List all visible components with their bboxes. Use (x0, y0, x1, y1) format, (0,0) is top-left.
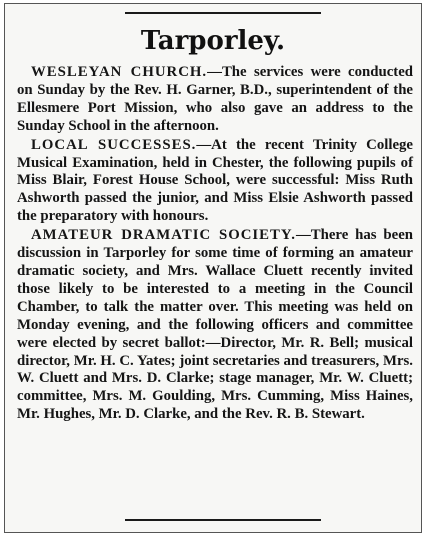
paragraph-text: —The services were conducted on Sunday by the Rev. H. Garner, B.D., superintendent of the Ellesmere Port Mission, who also gave an address to the Sunday School in the afternoon. (17, 64, 413, 134)
paragraph-wesleyan-church (17, 64, 413, 136)
article-body (17, 64, 413, 425)
headline: Tarporley. (140, 26, 286, 56)
paragraph-amateur-dramatic-society (17, 227, 413, 424)
paragraph-lead: AMATEUR DRAMATIC SOCIETY. (31, 227, 296, 244)
paragraph-lead: LOCAL SUCCESSES. (31, 136, 197, 153)
newspaper-clipping (4, 3, 422, 533)
paragraph-lead: WESLEYAN CHURCH. (31, 64, 208, 80)
bottom-rule (125, 519, 321, 521)
top-rule (125, 12, 321, 14)
paragraph-local-successes (17, 137, 413, 227)
paragraph-text: —At the recent Trinity College Musical Examination, held in Chester, the following pupils of Miss Blair, Forest House School, were successful: Miss Ruth Ashworth passed the junior, and Miss Elsie Ashworth passed the preparatory with honours. (17, 136, 413, 225)
paragraph-text: —There has been discussion in Tarporley for some time of forming an amateur dramatic society, and Mrs. Wallace Cluett recently invited those likely to be interested to a meeting in the Council Chamber, to talk the matter over. This meeting was held on Monday evening, and the following officers and committee were elected by secret ballot:—Director, Mr. R. Bell; musical director, Mr. H. C. Yates; joint secretaries and treasurers, Mrs. W. Cluett and Mrs. D. Clarke; stage manager, Mr. W. Cluett; committee, Mrs. M. Goulding, Mrs. Cumming, Miss Haines, Mr. Hughes, Mr. D. Clarke, and the Rev. R. B. Stewart. (17, 227, 413, 423)
